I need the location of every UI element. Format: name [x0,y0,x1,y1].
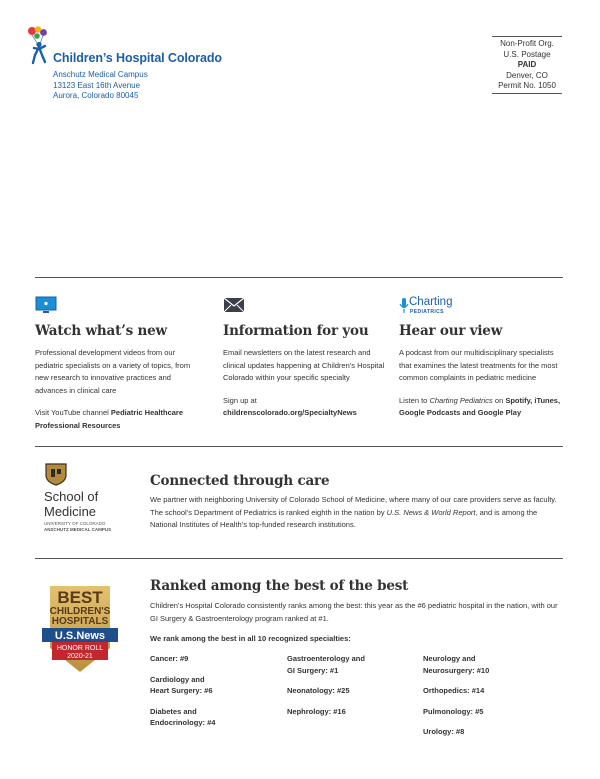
postage-line: Denver, CO [506,70,548,80]
hospital-logo [26,26,226,106]
specialty-column [287,653,417,726]
postage-indicia [492,36,562,94]
connected-body [150,494,562,532]
specialty-item: Cardiology and Heart Surgery: #6 [150,674,213,695]
divider [35,277,563,278]
publication-name: U.S. News & World Report [386,507,476,517]
microphone-icon [399,297,409,315]
column-cta [35,407,203,432]
specialty-item: Diabetes and Endocrinology: #4 [150,706,216,727]
connected-title: Connected through care [150,473,330,489]
cta-text: Sign up at [223,395,257,405]
column-cta [399,395,567,420]
column-title: Hear our view [399,323,503,339]
university-subtitle: UNIVERSITY OF COLORADO [44,521,106,526]
address-line: Anschutz Medical Campus [53,70,148,79]
specialty-item: Gastroenterology and GI Surgery: #1 [287,654,365,675]
cta-text: Visit YouTube channel [35,408,111,417]
specialty-item: Neurology and Neurosurgery: #10 [423,654,490,675]
cta-text: on [492,395,506,405]
column-icon-wrap [35,296,203,318]
cu-shield-icon [44,462,68,486]
body-text: We partner with neighboring University of Colorado School of Medicine, where many of our care providers serve as faculty. The school’s Department of Pediatrics is ranked eighth in the nation by [150,495,557,517]
best-childrens-hospitals-badge [42,586,118,672]
specialty-item: Orthopedics: #14 [423,686,485,695]
badge-year-text: 2020-21 [67,653,93,660]
school-of-medicine-logo [44,462,134,537]
pediatrics-logo-text: PEDIATRICS [410,309,444,315]
address-line: Aurora, Colorado 80045 [53,91,139,100]
column-description: Professional development videos from our pediatric specialists on a variety of topics, from new research to innovative practices and advances in clinical care [35,348,191,395]
postage-line: U.S. Postage [503,49,551,59]
charting-logo-text: Charting [409,296,453,308]
body-text: , and is among the National Institutes of Health’s top-funded research institutions. [150,507,538,529]
column-watch [35,296,203,432]
column-icon-wrap [223,296,391,318]
specialty-item: Urology: #8 [423,727,465,736]
youtube-channel-link[interactable]: Pediatric Healthcare Professional Resources [35,408,184,430]
hospital-name: Children’s Hospital Colorado [53,51,222,65]
specialty-item: Pulmonology: #5 [423,706,484,716]
campus-subtitle: ANSCHUTZ MEDICAL CAMPUS [44,527,112,532]
school-name-line: School of [44,489,99,504]
school-of-medicine-name [44,490,98,519]
charting-pediatrics-logo [399,296,567,318]
specialty-item: Neonatology: #25 [287,686,350,695]
badge-honor-roll-text: HONOR ROLL [56,645,104,652]
school-name-line: Medicine [44,503,97,519]
envelope-icon [223,296,245,314]
badge-usnews-text: U.S.News [54,630,106,642]
divider [35,558,563,559]
return-address [53,70,148,102]
cta-text: Listen to [399,395,430,405]
specialty-item: Nephrology: #16 [287,706,346,716]
specialty-column [150,653,280,738]
postage-line: Non-Profit Org. [500,39,554,48]
badge-best-text: BEST [57,588,103,607]
column-title: Information for you [223,323,369,339]
ranked-title: Ranked among the best of the best [150,578,409,594]
postage-line: Permit No. 1050 [498,81,556,90]
address-line: 13123 East 16th Avenue [53,80,141,90]
specialty-column [423,653,553,747]
podcast-name: Charting Pediatrics [429,395,493,405]
ranked-body: Children’s Hospital Colorado consistently ranks among the best: this year as the #6 pediatric hospital in the nation, with our GI Surgery & Gastroenterology program ranked at #1. [150,601,558,623]
badge-childrens-text: CHILDREN'S [49,606,111,617]
podcast-platforms-link[interactable]: Spotify, iTunes, Google Podcasts and Google Play [399,395,561,417]
divider [35,446,563,447]
column-information [223,296,391,420]
specialties-intro: We rank among the best in all 10 recognized specialties: [150,634,351,643]
specialty-item: Cancer: #9 [150,654,189,663]
column-hear [399,296,567,420]
child-balloons-logo-icon [26,26,54,66]
postage-paid: PAID [517,60,537,69]
badge-hospitals-text: HOSPITALS [51,616,109,627]
column-description: A podcast from our multidisciplinary specialists that examines the latest treatments for the most common complaints in pediatric medicine [399,348,558,382]
column-description: Email newsletters on the latest research and clinical updates happening at Children’s Hospital Colorado within your specific specialty [223,348,385,382]
column-title: Watch what’s new [35,323,167,339]
monitor-icon [35,296,57,314]
newsletter-signup-link[interactable]: childrenscolorado.org/SpecialtyNews [223,408,357,417]
column-cta [223,395,391,420]
